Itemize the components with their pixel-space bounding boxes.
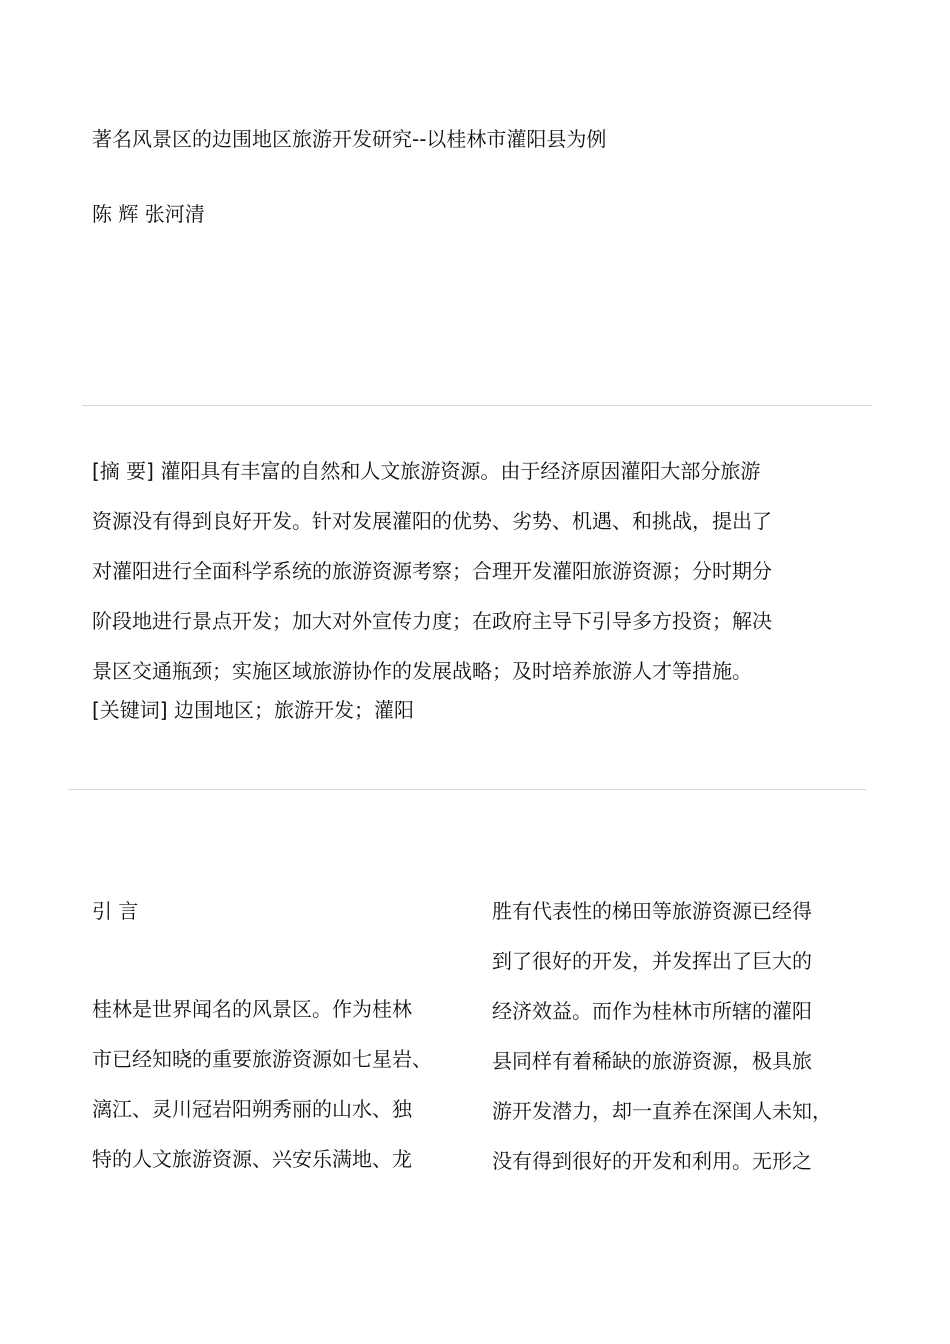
- abstract-line: 景区交通瓶颈；实施区域旅游协作的发展战略；及时培养旅游人才等措施。: [92, 659, 752, 683]
- body-line: 桂林是世界闻名的风景区。作为桂林: [92, 997, 412, 1021]
- body-line: 特的人文旅游资源、兴安乐满地、龙: [92, 1147, 412, 1171]
- body-line: 胜有代表性的梯田等旅游资源已经得: [492, 899, 812, 923]
- body-line: 游开发潜力，却一直养在深闺人未知，: [492, 1099, 832, 1123]
- body-line: 没有得到很好的开发和利用。无形之: [492, 1149, 812, 1173]
- abstract-text: 灌阳具有丰富的自然和人文旅游资源。由于经济原因灌阳大部分旅游: [160, 459, 761, 483]
- body-line: 市已经知晓的重要旅游资源如七星岩、: [92, 1047, 432, 1071]
- section-heading-introduction: 引 言: [92, 899, 139, 923]
- abstract-block: [92, 446, 872, 696]
- divider-bottom: [68, 789, 866, 790]
- body-column-left: [92, 994, 472, 1194]
- body-column-right: [492, 896, 892, 1196]
- abstract-label: [摘 要]: [92, 459, 154, 483]
- body-line: 漓江、灵川冠岩阳朔秀丽的山水、独: [92, 1097, 412, 1121]
- body-line: 到了很好的开发，并发挥出了巨大的: [492, 949, 812, 973]
- abstract-line: 对灌阳进行全面科学系统的旅游资源考察；合理开发灌阳旅游资源；分时期分: [92, 559, 772, 583]
- abstract-line: [92, 446, 872, 496]
- paper-title: 著名风景区的边围地区旅游开发研究--以桂林市灌阳县为例: [92, 127, 607, 151]
- keywords-line: [92, 695, 414, 725]
- keywords-label: [关键词]: [92, 698, 168, 722]
- paper-authors: 陈 辉 张河清: [92, 202, 205, 226]
- body-line: 经济效益。而作为桂林市所辖的灌阳: [492, 999, 812, 1023]
- divider-top: [82, 405, 872, 406]
- body-line: 县同样有着稀缺的旅游资源，极具旅: [492, 1049, 812, 1073]
- abstract-line: 阶段地进行景点开发；加大对外宣传力度；在政府主导下引导多方投资；解决: [92, 609, 772, 633]
- abstract-line: 资源没有得到良好开发。针对发展灌阳的优势、劣势、机遇、和挑战，提出了: [92, 509, 772, 533]
- keywords-text: 边围地区；旅游开发；灌阳: [173, 698, 414, 722]
